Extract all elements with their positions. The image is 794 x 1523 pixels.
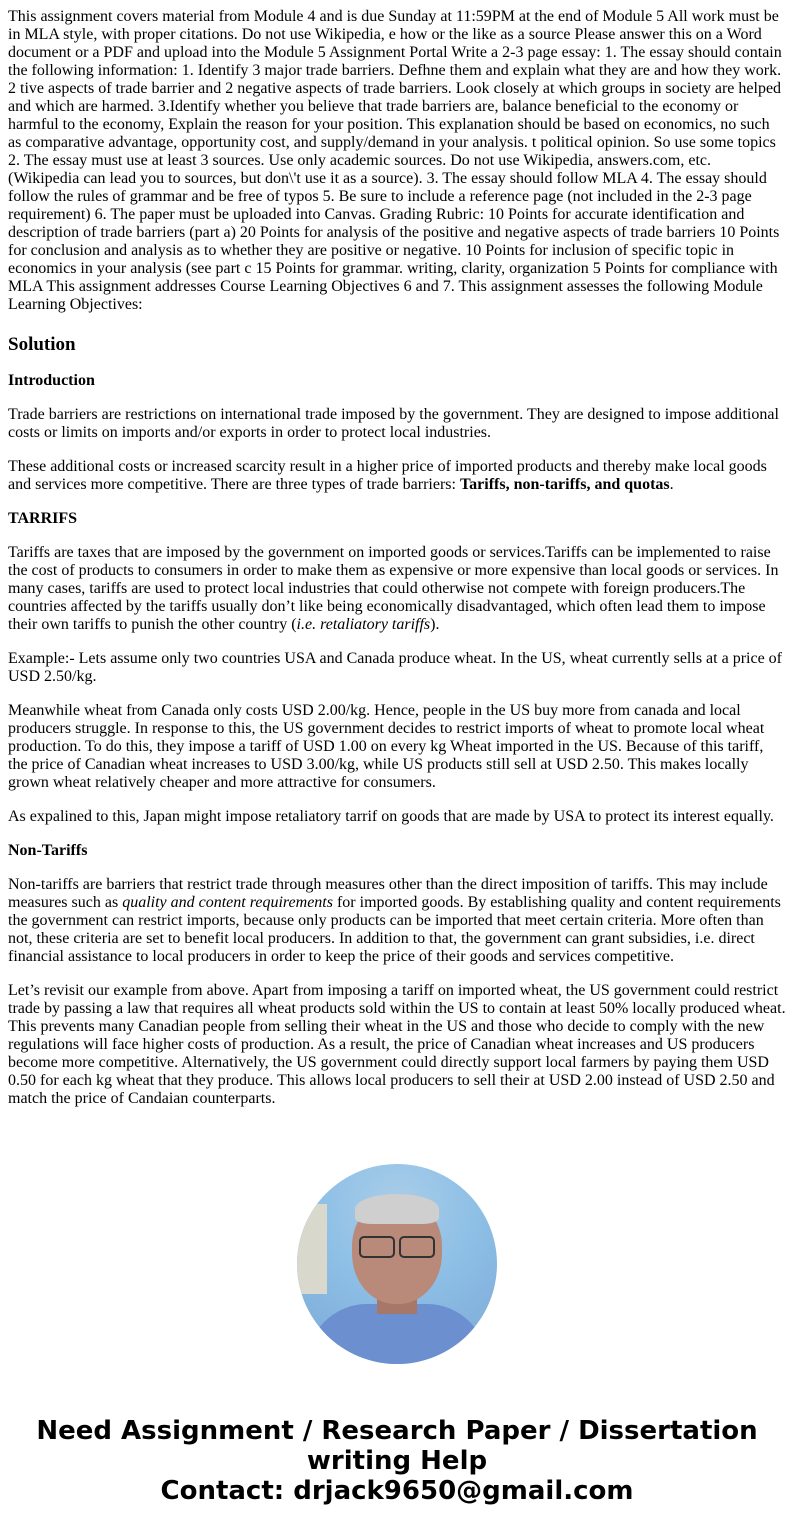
intro-paragraph-1: Trade barriers are restrictions on international trade imposed by the government. They are designed to impose additional costs or limits on imports and/or exports in order to protect local industries.: [8, 406, 779, 441]
intro-paragraph-2: [8, 458, 786, 494]
document: [0, 8, 794, 1108]
trade-barrier-types: Tariffs, non-tariffs, and quotas: [459, 476, 670, 493]
tariffs-paragraph-1: [8, 544, 786, 634]
banner-headline: Need Assignment / Research Paper / Dissertation writing Help: [36, 1416, 758, 1476]
non-tariffs-paragraph-2: Let’s revisit our example from above. Apart from imposing a tariff on imported wheat, the US government could restrict trade by passing a law that requires all wheat products sold within the US to contain at least 50% locally produced wheat. This prevents many Canadian people from selling their wheat in the US and those who decide to comply with the new regulations will face higher costs of production. As a result, the price of Canadian wheat increases and US producers become more competitive. Alternatively, the US government could directly support local farmers by paying them USD 0.50 for each kg wheat that they produce. This allows local producers to sell their at USD 2.00 instead of USD 2.50 and match the price of Candaian counterparts.: [8, 982, 786, 1107]
tariffs-paragraph-2: Example:- Lets assume only two countries USA and Canada produce wheat. In the US, wheat currently sells at a price of USD 2.50/kg.: [8, 650, 782, 685]
tariffs-heading: TARRIFS: [8, 510, 78, 527]
author-photo-container: [0, 1164, 794, 1364]
intro-p2-text: These additional costs or increased scarcity result in a higher price of imported products and thereby make local goods and services more competitive. There are three types of trade barriers:: [8, 458, 767, 493]
author-photo: [297, 1164, 497, 1364]
non-tariffs-paragraph-1: [8, 876, 786, 966]
introduction-heading: Introduction: [8, 372, 95, 389]
banner-contact: Contact: drjack9650@gmail.com: [160, 1476, 634, 1506]
question-text: This assignment covers material from Module 4 and is due Sunday at 11:59PM at the end of Module 5 All work must be in MLA style, with proper citations. Do not use Wikipedia, e how or the like as a source Please answer this on a Word document or a PDF and upload into the Module 5 Assignment Portal Write a 2-3 page essay: 1. The essay should contain the following information: 1. Identify 3 major trade barriers. Defhne them and explain what they are and how they work. 2 tive aspects of trade barrier and 2 negative aspects of trade barriers. Look closely at which groups in society are helped and which are harmed. 3.Identify whether you believe that trade barriers are, balance beneficial to the economy or harmful to the economy, Explain the reason for your position. This explanation should be based on economics, no such as comparative advantage, opportunity cost, and supply/demand in your analysis. t political opinion. So use some topics 2. The essay must use at least 3 sources. Use only academic sources. Do not use Wikipedia, answers.com, etc. (Wikipedia can lead you to sources, but don\'t use it as a source). 3. The essay should follow MLA 4. The essay should follow the rules of grammar and be free of typos 5. Be sure to include a reference page (not included in the 2-3 page requirement) 6. The paper must be uploaded into Canvas. Grading Rubric: 10 Points for accurate identification and description of trade barriers (part a) 20 Points for analysis of the positive and negative aspects of trade barriers 10 Points for conclusion and analysis as to whether they are positive or negative. 10 Points for inclusion of specific topic in economics in your analysis (see part c 15 Points for grammar. writing, clarity, organization 5 Points for compliance with MLA This assignment addresses Course Learning Objectives 6 and 7. This assignment assesses the following Module Learning Objectives:: [8, 8, 782, 313]
non-tariffs-p1-end: for imported goods. By establishing quality and content requirements the government can restrict imports, because only products can be imported that meet certain criteria. More often than not, these criteria are set to benefit local producers. In addition to that, the government can grant subsidies, i.e. direct financial assistance to local producers in order to keep the price of their goods and services competitive.: [8, 894, 781, 965]
intro-p2-end: .: [669, 476, 674, 493]
tariffs-p1-end: ).: [430, 616, 440, 633]
non-tariffs-p1-text: Non-tariffs are barriers that restrict trade through measures other than the direct imposition of tariffs. This may include measures such as: [8, 876, 768, 911]
tariffs-paragraph-4: As expalined to this, Japan might impose retaliatory tarrif on goods that are made by USA to protect its interest equally.: [8, 808, 774, 825]
retaliatory-tariffs-term: i.e. retaliatory tariffs: [296, 616, 431, 633]
solution-heading: Solution: [8, 334, 76, 355]
tariffs-p1-text: Tariffs are taxes that are imposed by the government on imported goods or services.Tariffs can be implemented to raise the cost of products to consumers in order to make them as expensive or more expensive than local goods or services. In many cases, tariffs are used to protect local industries that could otherwise not compete with foreign producers.The countries affected by the tariffs usually don’t like being economically disadvantaged, which often lead them to impose their own tariffs to punish the other country (: [8, 544, 779, 633]
contact-banner: [0, 1416, 794, 1506]
tariffs-paragraph-3: Meanwhile wheat from Canada only costs USD 2.00/kg. Hence, people in the US buy more from canada and local producers struggle. In response to this, the US government decides to restrict imports of wheat to promote local wheat production. To do this, they impose a tariff of USD 1.00 on every kg Wheat imported in the US. Because of this tariff, the price of Canadian wheat increases to USD 3.00/kg, while US products still sell at USD 2.50. This makes locally grown wheat relatively cheaper and more attractive for consumers.: [8, 702, 765, 791]
non-tariffs-heading: Non-Tariffs: [8, 842, 88, 859]
quality-requirements-term: quality and content requirements: [122, 894, 333, 911]
